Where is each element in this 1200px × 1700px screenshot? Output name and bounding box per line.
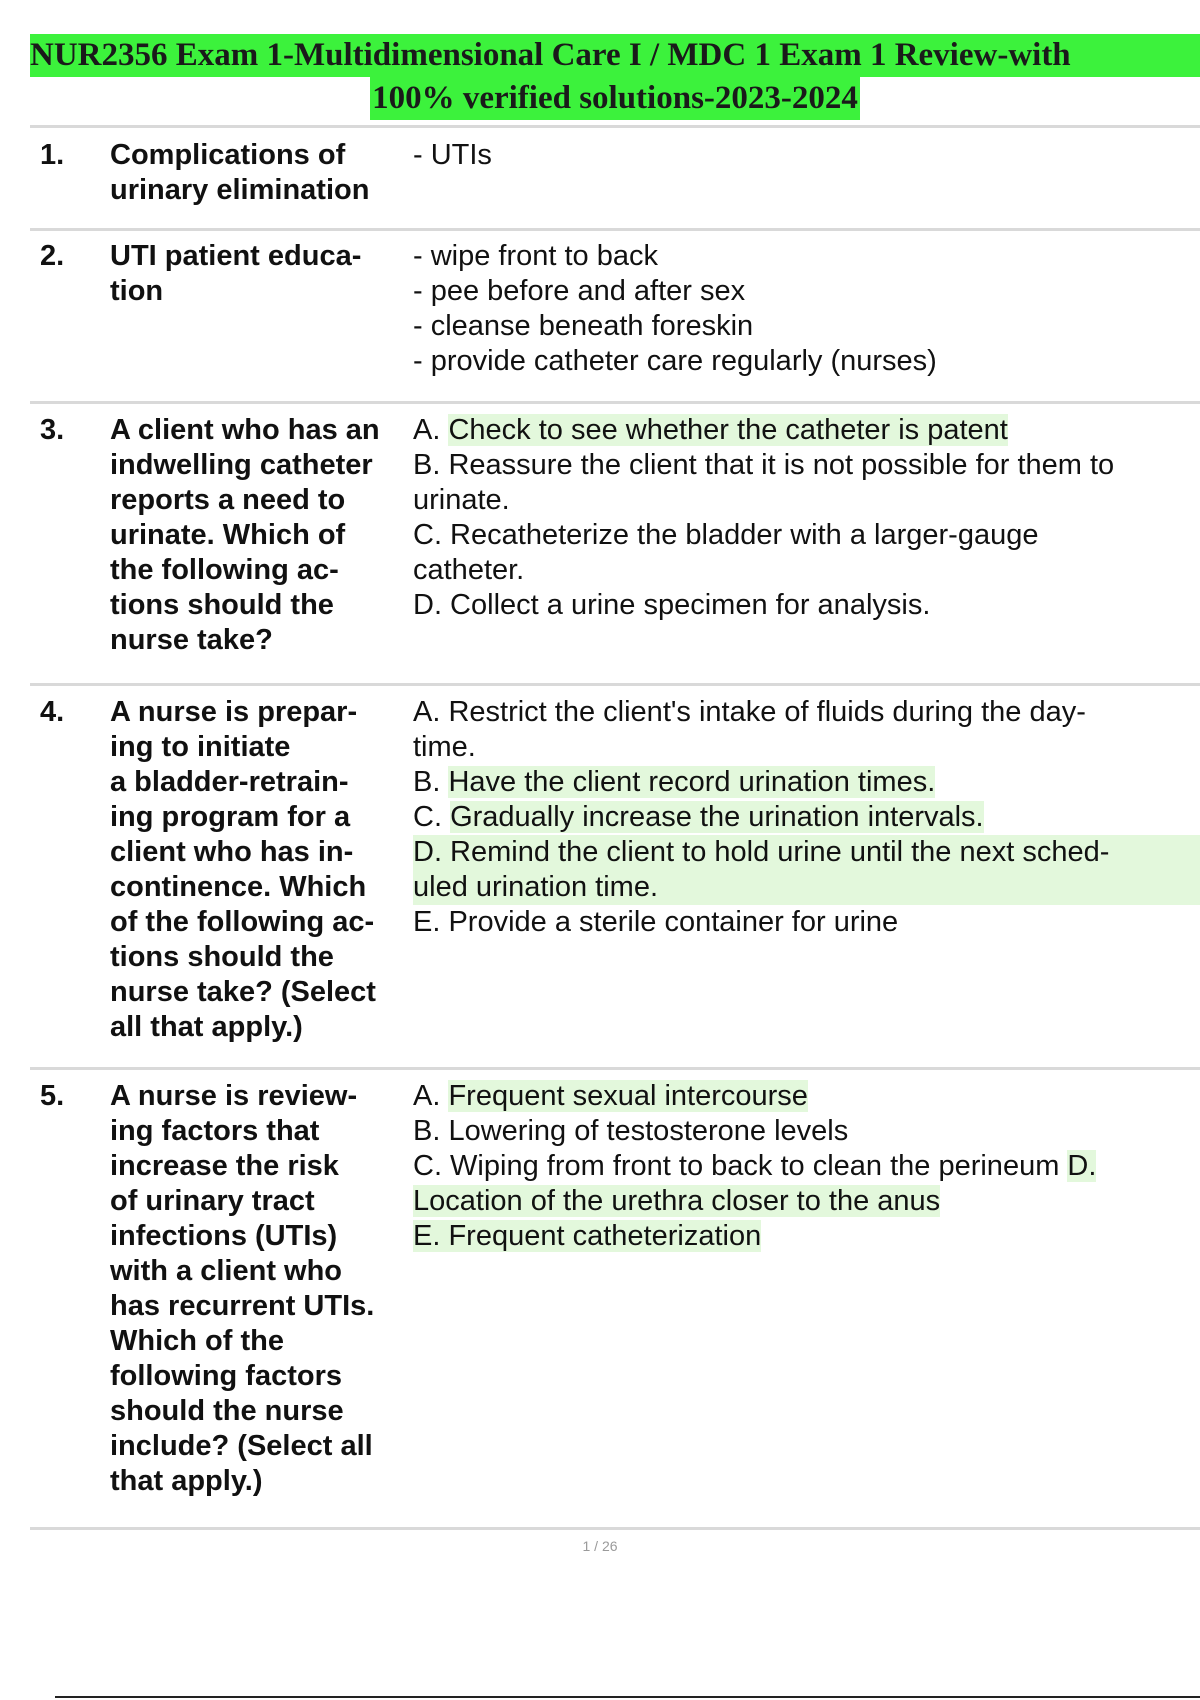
correct-answer-highlight: E. Frequent catheterization [413, 1220, 762, 1252]
correct-answer-highlight: Have the client record urination times. [448, 766, 936, 798]
divider [30, 1527, 1200, 1530]
title-line-1: NUR2356 Exam 1-Multidimensional Care I / MDC 1 Exam 1 Review-with [30, 34, 1200, 77]
correct-answer-highlight: Frequent sexual intercourse [448, 1080, 808, 1112]
divider [30, 1067, 1200, 1070]
bottom-divider [55, 1696, 1200, 1698]
question-text: A nurse is prepar- ing to initiate a bladder-retrain- ing program for a client who has in- continence. Which of the following ac- tions should the nurse take? (Select all that apply.) [110, 696, 376, 1043]
answer-text: - UTIs [413, 139, 492, 171]
question-text: A client who has an indwelling catheter reports a need to urinate. Which of the following ac- tions should the nurse take? [110, 414, 380, 656]
answer-text: A. Restrict the client's intake of fluids during the day- time. B. Have the client record urination times. C. Gradually increase the urination intervals. D. Remind the client to hold urine until the next sched- uled urination time. E. Provide a sterile container for urine [413, 695, 1200, 940]
correct-answer-highlight: Check to see whether the catheter is patent [448, 414, 1008, 446]
item-number: 3. [40, 414, 65, 446]
correct-answer-highlight: D. Remind the client to hold urine until the next sched- uled urination time. [413, 835, 1200, 905]
answer-text: - wipe front to back - pee before and after sex - cleanse beneath foreskin - provide catheter care regularly (nurses) [413, 240, 937, 377]
item-number: 1. [40, 139, 65, 171]
correct-answer-highlight: D. [1067, 1150, 1097, 1182]
item-number: 4. [40, 696, 65, 728]
answer-text: A. Check to see whether the catheter is patent B. Reassure the client that it is not possible for them to urinate. C. Recatheterize the bladder with a larger-gauge catheter. D. Collect a urine specimen for analysis. [413, 414, 1115, 621]
question-text: Complications of urinary elimination [110, 139, 370, 206]
document-title [30, 34, 1200, 120]
question-text: UTI patient educa- tion [110, 240, 362, 307]
correct-answer-highlight: Gradually increase the urination intervals. [450, 801, 984, 833]
title-line-2: 100% verified solutions-2023-2024 [370, 77, 860, 120]
divider [30, 125, 1200, 128]
item-number: 5. [40, 1080, 65, 1112]
item-number: 2. [40, 240, 65, 272]
answer-text: A. Frequent sexual intercourse B. Lowering of testosterone levels C. Wiping from front to back to clean the perineum D. Location of the urethra closer to the anus E. Frequent catheterization [413, 1080, 1097, 1252]
divider [30, 401, 1200, 404]
question-text: A nurse is review- ing factors that increase the risk of urinary tract infections (UTIs) with a client who has recurrent UTIs. Which of the following factors should the nurse include? (Select all that apply.) [110, 1080, 375, 1497]
divider [30, 228, 1200, 231]
correct-answer-highlight: Location of the urethra closer to the anus [413, 1185, 941, 1217]
page-indicator: 1 / 26 [582, 1538, 618, 1554]
divider [30, 683, 1200, 686]
